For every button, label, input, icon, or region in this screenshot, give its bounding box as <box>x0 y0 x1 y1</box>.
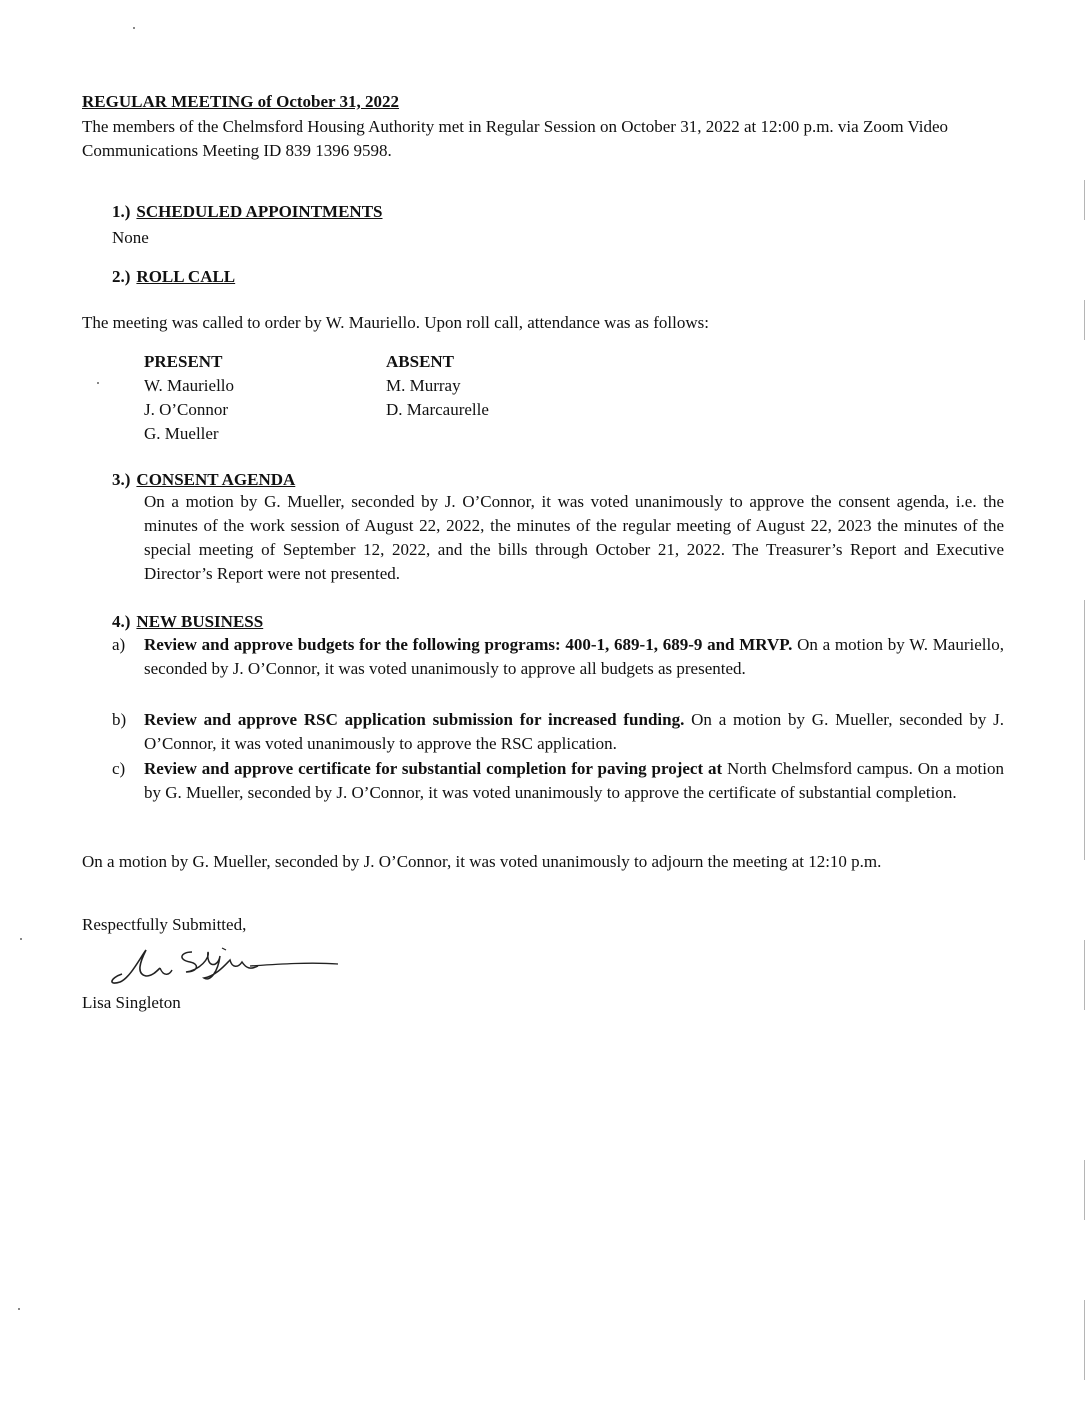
scan-speck <box>97 382 99 384</box>
scan-edge-mark <box>1084 300 1085 340</box>
item-text: On a motion by G. Mueller, seconded by J. O’Connor, it was voted unanimously to approve the RSC application. <box>144 710 1004 753</box>
scan-speck <box>133 27 135 29</box>
item-heading: Review and approve RSC application submission for increased funding. <box>144 710 685 729</box>
scan-edge-mark <box>1084 1160 1085 1220</box>
scan-edge-mark <box>1084 940 1085 1010</box>
section-3-number: 3.) <box>112 470 131 489</box>
meeting-intro: The members of the Chelmsford Housing Authority met in Regular Session on October 31, 2022 at 12:00 p.m. via Zoom Video Communications Meeting ID 839 1396 9598. <box>82 117 949 160</box>
section-3-heading <box>112 468 295 492</box>
item-marker: a) <box>112 635 126 654</box>
section-4-label: NEW BUSINESS <box>136 612 264 631</box>
item-text: On a motion by W. Mauriello, seconded by J. O’Connor, it was voted unanimously to approve all budgets as presented. <box>144 635 1004 678</box>
meeting-title: REGULAR MEETING of October 31, 2022 <box>82 92 400 111</box>
absent-member: M. Murray <box>386 376 461 395</box>
adjourn-text: On a motion by G. Mueller, seconded by J. O’Connor, it was voted unanimously to adjourn the meeting at 12:10 p.m. <box>82 852 882 871</box>
business-item-a <box>112 633 1004 681</box>
submitter-name: Lisa Singleton <box>82 993 181 1012</box>
roll-call-text: The meeting was called to order by W. Mauriello. Upon roll call, attendance was as follows: <box>82 313 709 332</box>
signature-image <box>100 938 340 990</box>
business-item-b <box>112 708 1004 756</box>
respectfully-submitted: Respectfully Submitted, <box>82 915 247 934</box>
item-marker: b) <box>112 710 127 729</box>
business-item-c <box>112 757 1004 805</box>
section-2-heading <box>112 265 235 289</box>
item-heading: Review and approve budgets for the following programs: 400-1, 689-1, 689-9 and MRVP. <box>144 635 793 654</box>
absent-column <box>386 350 489 422</box>
absent-member: D. Marcaurelle <box>386 400 489 419</box>
scan-edge-mark <box>1084 600 1085 860</box>
item-text: North Chelmsford campus. On a motion by G. Mueller, seconded by J. O’Connor, it was voted unanimously to approve the certificate of substantial completion. <box>144 759 1004 802</box>
section-3-label: CONSENT AGENDA <box>136 470 296 489</box>
section-4-heading <box>112 610 263 634</box>
consent-agenda-text: On a motion by G. Mueller, seconded by J. O’Connor, it was voted unanimously to approve the consent agenda, i.e. the minutes of the work session of August 22, 2022, the minutes of the regular meeting of August 22, 2023 the minutes of the special meeting of September 12, 2022, and the bills through October 21, 2022. The Treasurer’s Report and Executive Director’s Report were not presented. <box>144 492 1004 583</box>
present-member: J. O’Connor <box>144 400 229 419</box>
item-marker: c) <box>112 759 126 778</box>
scan-speck <box>18 1308 20 1310</box>
section-2-label: ROLL CALL <box>136 267 236 286</box>
section-1-heading <box>112 200 383 224</box>
section-2-number: 2.) <box>112 267 131 286</box>
scan-edge-mark <box>1084 180 1085 220</box>
present-heading: PRESENT <box>144 352 223 371</box>
scan-speck <box>20 938 22 940</box>
section-1-number: 1.) <box>112 202 131 221</box>
present-member: W. Mauriello <box>144 376 235 395</box>
section-1-body: None <box>112 228 149 247</box>
section-4-number: 4.) <box>112 612 131 631</box>
present-column <box>144 350 234 446</box>
scan-edge-mark <box>1084 1300 1085 1380</box>
item-heading: Review and approve certificate for substantial completion for paving project at <box>144 759 723 778</box>
section-1-label: SCHEDULED APPOINTMENTS <box>136 202 383 221</box>
present-member: G. Mueller <box>144 424 219 443</box>
absent-heading: ABSENT <box>386 352 455 371</box>
